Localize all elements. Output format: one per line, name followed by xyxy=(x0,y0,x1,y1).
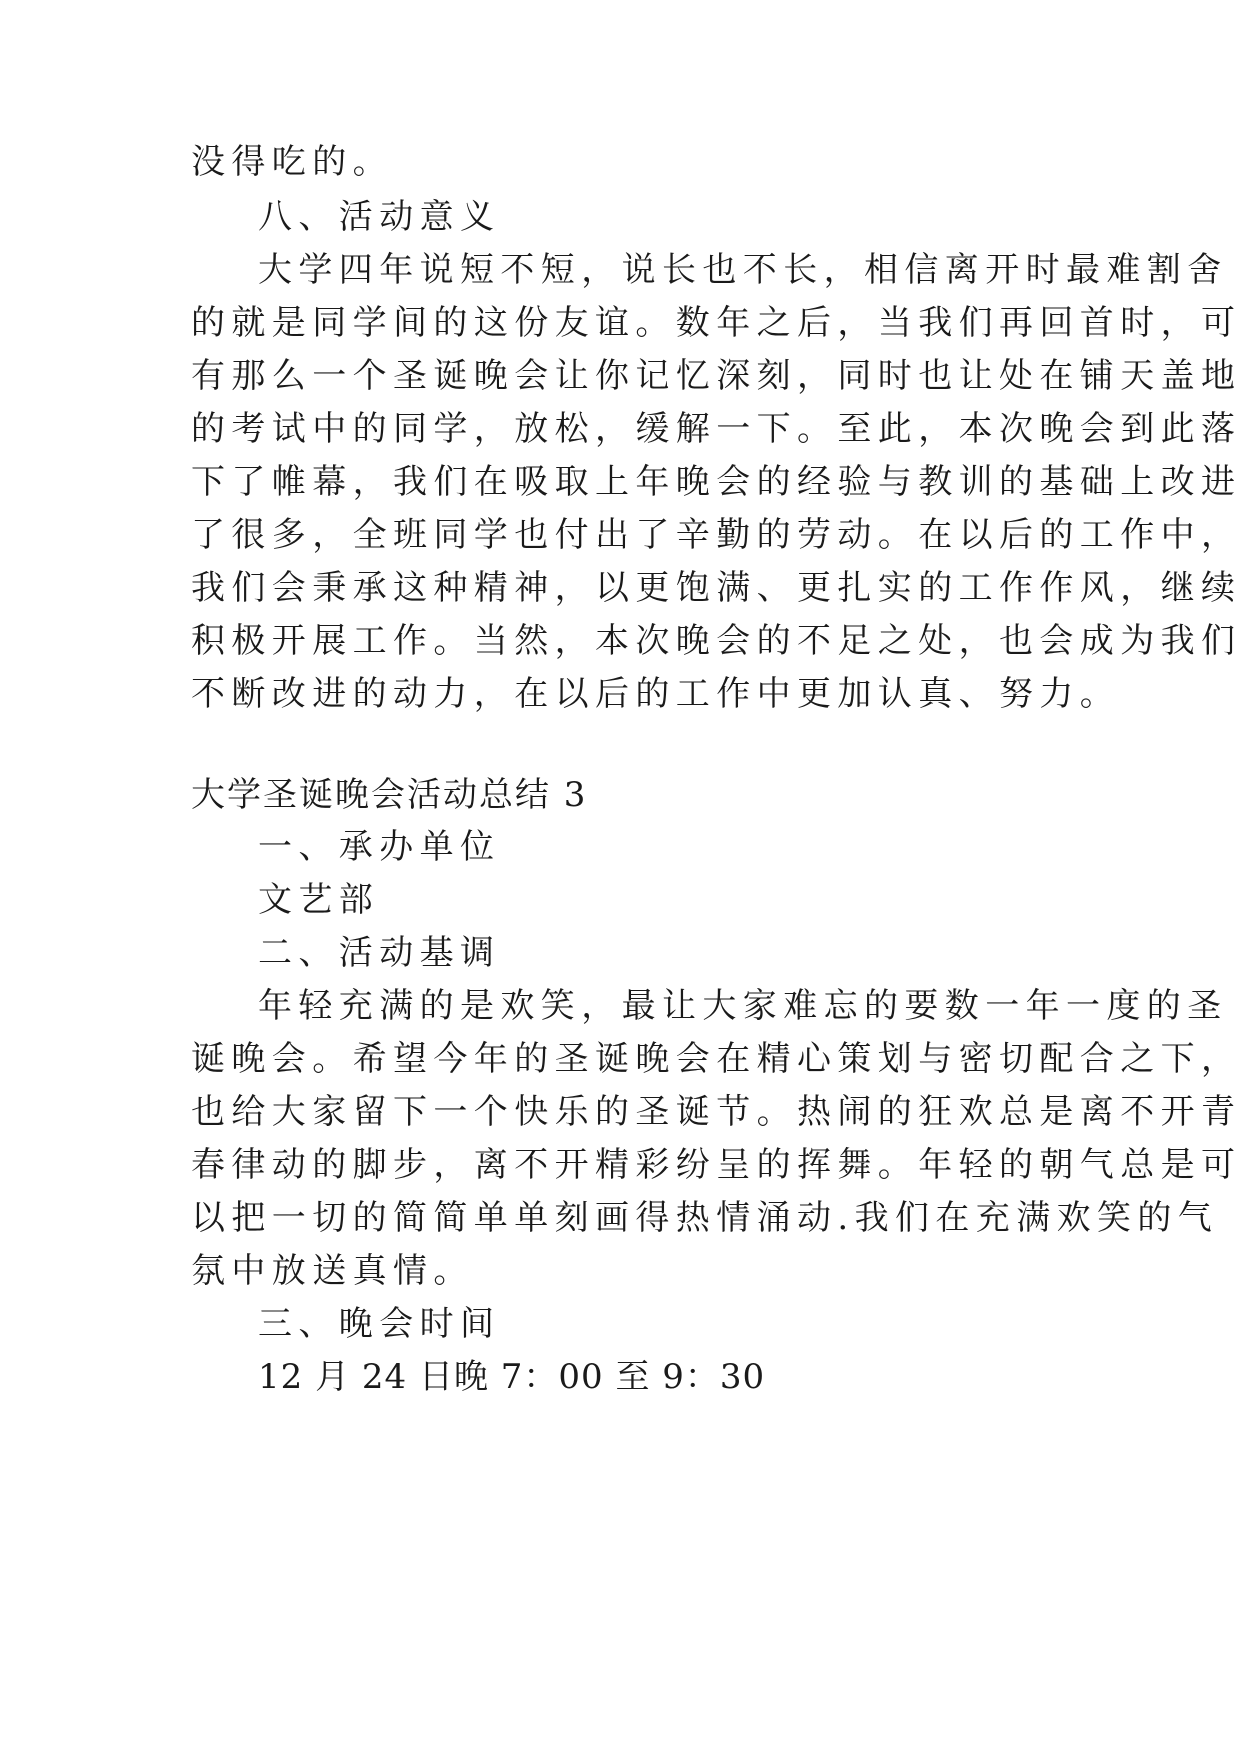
paragraph-line: 文艺部 xyxy=(258,880,380,920)
paragraph-line: 春律动的脚步，离不开精彩纷呈的挥舞。年轻的朝气总是可 xyxy=(191,1145,1241,1185)
paragraph-line: 了很多，全班同学也付出了辛勤的劳动。在以后的工作中， xyxy=(191,515,1241,555)
paragraph-line: 以把一切的简简单单刻画得热情涌动.我们在充满欢笑的气 xyxy=(191,1198,1219,1238)
event-time-text: 12 月 24 日晚 7：00 至 9：30 xyxy=(258,1357,766,1397)
paragraph-line: 也给大家留下一个快乐的圣诞节。热闹的狂欢总是离不开青 xyxy=(191,1092,1241,1132)
paragraph-line: 的就是同学间的这份友谊。数年之后，当我们再回首时，可 xyxy=(191,303,1241,343)
paragraph-line: 诞晚会。希望今年的圣诞晚会在精心策划与密切配合之下， xyxy=(191,1039,1241,1079)
paragraph-line: 不断改进的动力，在以后的工作中更加认真、努力。 xyxy=(191,674,1121,714)
section-heading-8: 八、活动意义 xyxy=(258,197,501,237)
paragraph-line: 有那么一个圣诞晚会让你记忆深刻，同时也让处在铺天盖地 xyxy=(191,356,1241,396)
paragraph-line: 没得吃的。 xyxy=(191,142,393,182)
section-heading-3: 三、晚会时间 xyxy=(258,1304,501,1344)
paragraph-line: 积极开展工作。当然，本次晚会的不足之处，也会成为我们 xyxy=(191,621,1241,661)
paragraph-line: 大学四年说短不短，说长也不长，相信离开时最难割舍 xyxy=(258,250,1228,290)
section-heading-2: 二、活动基调 xyxy=(258,933,501,973)
paragraph-line: 我们会秉承这种精神，以更饱满、更扎实的工作作风，继续 xyxy=(191,568,1241,608)
section-heading-1: 一、承办单位 xyxy=(258,827,501,867)
paragraph-line: 的考试中的同学，放松，缓解一下。至此，本次晚会到此落 xyxy=(191,409,1241,449)
paragraph-line: 氛中放送真情。 xyxy=(191,1251,474,1291)
document-title: 大学圣诞晚会活动总结 3 xyxy=(191,775,588,815)
paragraph-line: 下了帷幕，我们在吸取上年晚会的经验与教训的基础上改进 xyxy=(191,462,1241,502)
paragraph-line: 年轻充满的是欢笑，最让大家难忘的要数一年一度的圣 xyxy=(258,986,1228,1026)
